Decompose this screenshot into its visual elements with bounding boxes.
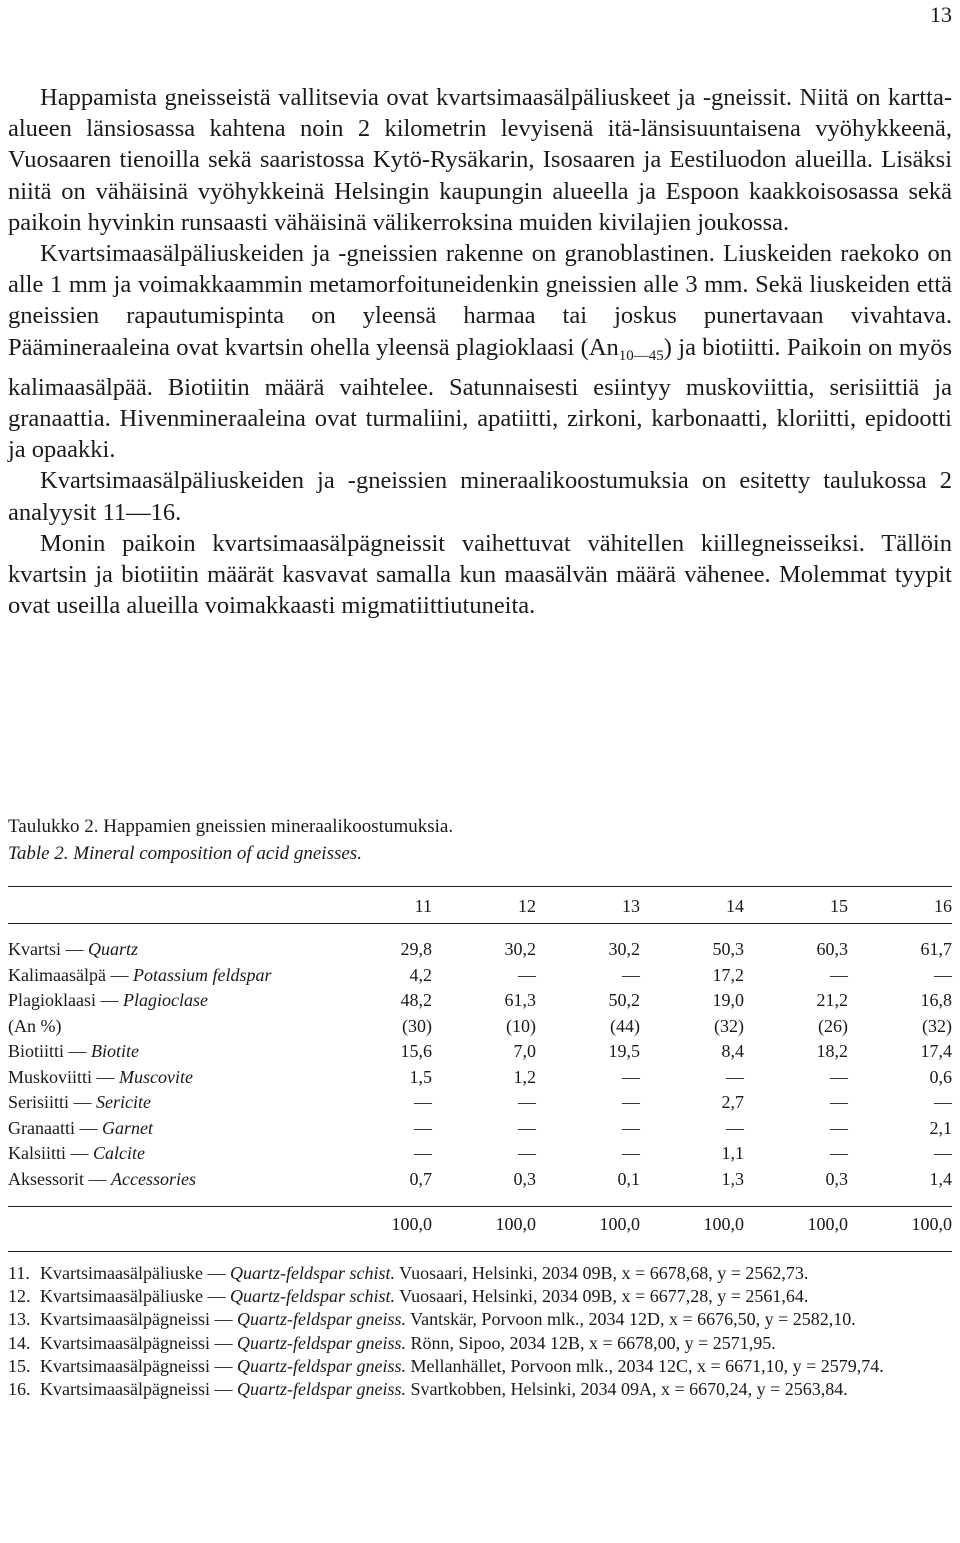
value-cell: — xyxy=(622,1117,640,1138)
value-cell: 19,5 xyxy=(608,1041,640,1062)
value-cell: 61,3 xyxy=(504,990,536,1011)
paragraph-1: Happamista gneisseistä vallitsevia ovat kvartsimaasälpäliuskeet ja -gneissit. Niitä on kartta-alueen länsiosassa kahtena noin 2 kilometrin levyisenä itä-länsisuuntaisena vyöhykkeenä, Vuosaaren tienoilla sekä saaristossa Kytö-Rysäkarin, Isosaaren ja Eestiluodon alueilla. Lisäksi niitä on vähäisinä vyöhykkeinä Helsingin kaupungin alueella ja Espoon kaakkoisosassa sekä paikoin hyvinkin runsaasti vähäisinä välikerroksina muiden kivilajien joukossa. xyxy=(8,84,952,236)
paragraph-2-text: Kvartsimaasälpäliuskeiden ja -gneissien rakenne on granoblastinen. Liuskeiden raekoko on alle 1 mm ja voimakkaammin metamorfoituneidenkin gneissien alle 3 mm. Sekä liuskeiden että gneissien rapautumispinta on yleensä harmaa tai joskus punertavaan vivahtava. Päämineraaleina ovat kvartsin ohella yleensä plagioklaasi xyxy=(8,240,952,361)
value-cell: 50,2 xyxy=(608,990,640,1011)
value-cell: (30) xyxy=(402,1015,432,1036)
note-number: 16. xyxy=(8,1379,31,1400)
value-cell: 8,4 xyxy=(721,1041,744,1062)
note-text: Kvartsimaasälpägneissi — Quartz-feldspar gneiss. Vantskär, Porvoon mlk., 2034 12D, x = 6676,50, y = 2582,10. xyxy=(40,1309,856,1330)
sample-notes xyxy=(8,1262,952,1401)
total-cell: 100,0 xyxy=(495,1213,536,1234)
mineral-name-fi: Biotiitti xyxy=(8,1041,65,1062)
note-location: Mellanhället, Porvoon mlk., 2034 12C, x = 6671,10, y = 2579,74. xyxy=(410,1355,884,1376)
value-cell: — xyxy=(830,1143,848,1164)
value-cell: — xyxy=(414,1092,432,1113)
an-prefix: (An xyxy=(580,333,619,361)
table-bottom-rule xyxy=(8,1251,952,1252)
page-number: 13 xyxy=(930,2,952,27)
mineral-name-en: Plagioclase xyxy=(123,990,208,1011)
value-cell: — xyxy=(830,1117,848,1138)
table-row xyxy=(8,1090,952,1116)
mineral-name-fi: Aksessorit xyxy=(8,1168,84,1189)
table-row xyxy=(8,1141,952,1167)
value-cell: 0,3 xyxy=(825,1168,848,1189)
mineral-name-fi: Kalsiitti xyxy=(8,1143,66,1164)
value-cell: — xyxy=(934,1143,952,1164)
note-number: 15. xyxy=(8,1355,31,1376)
note-location: Rönn, Sipoo, 2034 12B, x = 6678,00, y = 2571,95. xyxy=(410,1332,776,1353)
value-cell: — xyxy=(830,964,848,985)
note-number: 11. xyxy=(8,1263,30,1283)
value-cell: 17,2 xyxy=(712,964,744,985)
mineral-name-en: Muscovite xyxy=(119,1066,193,1087)
total-cell: 100,0 xyxy=(703,1213,744,1234)
value-cell: — xyxy=(934,1092,952,1113)
value-cell: 0,6 xyxy=(929,1066,952,1087)
table-row xyxy=(8,1116,952,1142)
value-cell: 17,4 xyxy=(920,1041,952,1062)
note-text: Kvartsimaasälpäliuske — Quartz-feldspar schist. Vuosaari, Helsinki, 2034 09B, x = 6677,28, y = 2561,64. xyxy=(40,1286,809,1307)
column-header: 11 xyxy=(414,895,432,916)
value-cell: — xyxy=(830,1066,848,1087)
value-cell: 18,2 xyxy=(816,1041,848,1062)
paragraph-2-rest: ja biotiitti. Paikoin on myös kalimaasälpää. Biotiitin määrä vaihtelee. Satunnaisesti esiintyy muskoviittia, serisiittiä ja granaattia. Hivenmineraaleina ovat turmaliini, apatiitti, zirkoni, karbonaatti, kloriitti, epidootti ja opaakki. xyxy=(8,333,952,464)
note-text: Kvartsimaasälpägneissi — Quartz-feldspar gneiss. Mellanhället, Porvoon mlk., 2034 12C, x = 6671,10, y = 2579,74. xyxy=(40,1355,884,1376)
sample-note xyxy=(8,1308,952,1331)
value-cell: 0,3 xyxy=(513,1168,536,1189)
header-label-cell xyxy=(8,889,328,923)
total-cell: 100,0 xyxy=(911,1213,952,1234)
mineral-name: Biotiitti — Biotite xyxy=(8,1041,140,1062)
value-cell: 1,2 xyxy=(513,1066,536,1087)
mineral-name: Plagioklaasi — Plagioclase xyxy=(8,990,208,1011)
value-cell: 4,2 xyxy=(409,964,432,985)
column-header: 13 xyxy=(622,895,640,916)
sample-note xyxy=(8,1262,952,1285)
mineral-name-fi: Kvartsi xyxy=(8,939,61,960)
note-rock-fi: Kvartsimaasälpägneissi xyxy=(40,1355,210,1376)
total-cell: 100,0 xyxy=(599,1213,640,1234)
mineral-name-fi: Plagioklaasi xyxy=(8,990,96,1011)
value-cell: 48,2 xyxy=(400,990,432,1011)
table-row xyxy=(8,1039,952,1065)
mineral-name: Granaatti — Garnet xyxy=(8,1117,153,1138)
note-number: 14. xyxy=(8,1332,31,1353)
value-cell: (32) xyxy=(922,1015,952,1036)
paragraph-2 xyxy=(8,238,952,465)
mineral-table xyxy=(8,889,952,1246)
column-header: 15 xyxy=(830,895,848,916)
value-cell: — xyxy=(414,1117,432,1138)
an-subscript: 10—45 xyxy=(618,347,664,364)
total-row xyxy=(8,1192,952,1246)
value-cell: 50,3 xyxy=(712,939,744,960)
sample-note xyxy=(8,1378,952,1401)
value-cell: 16,8 xyxy=(920,990,952,1011)
value-cell: 7,0 xyxy=(513,1041,536,1062)
sample-note xyxy=(8,1285,952,1308)
mineral-name-fi: Kalimaasälpä xyxy=(8,964,106,985)
value-cell: 1,1 xyxy=(721,1143,744,1164)
table-caption-en: Table 2. Mineral composition of acid gneisses. xyxy=(8,843,362,864)
value-cell: — xyxy=(830,1092,848,1113)
value-cell: — xyxy=(518,1143,536,1164)
an-suffix: ) xyxy=(663,333,672,361)
value-cell: 1,4 xyxy=(929,1168,952,1189)
value-cell: — xyxy=(726,1117,744,1138)
mineral-name-en: Quartz xyxy=(88,939,139,960)
mineral-name xyxy=(8,1014,328,1040)
value-cell: 21,2 xyxy=(816,990,848,1011)
mineral-name-en: Sericite xyxy=(96,1092,151,1113)
mineral-name-en: Garnet xyxy=(101,1117,153,1138)
note-rock-en: Quartz-feldspar gneiss. xyxy=(236,1332,406,1353)
sample-note xyxy=(8,1355,952,1378)
value-cell: 30,2 xyxy=(504,939,536,960)
value-cell: 0,7 xyxy=(409,1168,432,1189)
value-cell: — xyxy=(934,964,952,985)
value-cell: 2,1 xyxy=(929,1117,952,1138)
mineral-name: Kvartsi — Quartz xyxy=(8,939,139,960)
note-rock-en: Quartz-feldspar gneiss. xyxy=(236,1309,406,1330)
mineral-name-en: Calcite xyxy=(93,1143,145,1164)
value-cell: — xyxy=(726,1066,744,1087)
mineral-name-fi: Muskoviitti xyxy=(8,1066,93,1087)
note-rock-fi: Kvartsimaasälpägneissi xyxy=(40,1332,210,1353)
value-cell: 29,8 xyxy=(400,939,432,960)
column-header: 16 xyxy=(934,895,952,916)
table-top-rule xyxy=(8,886,952,887)
mineral-name-fi: Serisiitti xyxy=(8,1092,70,1113)
note-rock-en: Quartz-feldspar gneiss. xyxy=(236,1355,406,1376)
value-cell: — xyxy=(622,1066,640,1087)
note-location: Vuosaari, Helsinki, 2034 09B, x = 6677,28, y = 2561,64. xyxy=(399,1286,809,1307)
value-cell: (26) xyxy=(818,1015,848,1036)
value-cell: — xyxy=(414,1143,432,1164)
table-header-row xyxy=(8,889,952,923)
value-cell: 1,5 xyxy=(409,1066,432,1087)
value-cell: 15,6 xyxy=(400,1041,432,1062)
mineral-name: Kalsiitti — Calcite xyxy=(8,1143,145,1164)
total-cell: 100,0 xyxy=(807,1213,848,1234)
value-cell: (44) xyxy=(610,1015,640,1036)
value-cell: — xyxy=(518,1117,536,1138)
mineral-name: Muskoviitti — Muscovite xyxy=(8,1066,193,1087)
total-label-cell xyxy=(8,1192,328,1246)
note-rock-fi: Kvartsimaasälpäliuske xyxy=(40,1286,203,1307)
mineral-name-en: Accessories xyxy=(111,1168,196,1189)
note-rock-fi: Kvartsimaasälpägneissi xyxy=(40,1309,210,1330)
note-rock-en: Quartz-feldspar schist. xyxy=(229,1286,395,1307)
paragraph-3: Kvartsimaasälpäliuskeiden ja -gneissien mineraalikoostumuksia on esitetty taulukossa 2 analyysit 11—16. xyxy=(8,467,952,526)
table-row xyxy=(8,963,952,989)
mineral-name: Kalimaasälpä — Potassium feldspar xyxy=(8,964,272,985)
table-row xyxy=(8,1014,952,1040)
mineral-name-fi: Granaatti xyxy=(8,1117,75,1138)
note-rock-fi: Kvartsimaasälpägneissi xyxy=(40,1379,210,1400)
note-text: Kvartsimaasälpägneissi — Quartz-feldspar gneiss. Svartkobben, Helsinki, 2034 09A, x = 6670,24, y = 2563,84. xyxy=(40,1379,848,1400)
value-cell: — xyxy=(622,1092,640,1113)
sample-note xyxy=(8,1332,952,1355)
note-number: 12. xyxy=(8,1286,31,1307)
value-cell: 1,3 xyxy=(721,1168,744,1189)
value-cell: 60,3 xyxy=(816,939,848,960)
value-cell: — xyxy=(622,1143,640,1164)
body-text xyxy=(8,82,952,621)
note-text: Kvartsimaasälpägneissi — Quartz-feldspar gneiss. Rönn, Sipoo, 2034 12B, x = 6678,00, y = 2571,95. xyxy=(40,1332,776,1353)
note-location: Vuosaari, Helsinki, 2034 09B, x = 6678,68, y = 2562,73. xyxy=(399,1263,809,1283)
note-rock-en: Quartz-feldspar schist. xyxy=(229,1263,395,1283)
mineral-name: Aksessorit — Accessories xyxy=(8,1168,196,1189)
mineral-name: Serisiitti — Sericite xyxy=(8,1092,151,1113)
note-rock-fi: Kvartsimaasälpäliuske xyxy=(40,1263,203,1283)
table-row xyxy=(8,988,952,1014)
value-cell: 19,0 xyxy=(712,990,744,1011)
note-rock-en: Quartz-feldspar gneiss. xyxy=(236,1379,406,1400)
table-row xyxy=(8,1167,952,1193)
value-cell: — xyxy=(518,1092,536,1113)
total-cell: 100,0 xyxy=(391,1213,432,1234)
table-row xyxy=(8,1065,952,1091)
value-cell: (32) xyxy=(714,1015,744,1036)
column-header: 12 xyxy=(518,895,536,916)
note-location: Vantskär, Porvoon mlk., 2034 12D, x = 6676,50, y = 2582,10. xyxy=(410,1309,856,1330)
value-cell: 61,7 xyxy=(920,939,952,960)
paragraph-4: Monin paikoin kvartsimaasälpägneissit vaihettuvat vähitellen kiillegneisseiksi. Tällöin kvartsin ja biotiitin määrät kasvavat samalla kun maasälvän määrä vähenee. Molemmat tyypit ovat useilla alueilla voimakkaasti migmatiittiutuneita. xyxy=(8,529,952,620)
value-cell: 30,2 xyxy=(608,939,640,960)
note-text: Kvartsimaasälpäliuske — Quartz-feldspar schist. Vuosaari, Helsinki, 2034 09B, x = 6678,68, y = 2562,73. xyxy=(40,1263,809,1283)
value-cell: 2,7 xyxy=(721,1092,744,1113)
note-location: Svartkobben, Helsinki, 2034 09A, x = 6670,24, y = 2563,84. xyxy=(410,1379,848,1400)
value-cell: (10) xyxy=(506,1015,536,1036)
column-header: 14 xyxy=(726,895,744,916)
note-number: 13. xyxy=(8,1309,31,1330)
value-cell: 0,1 xyxy=(617,1168,640,1189)
value-cell: — xyxy=(518,964,536,985)
mineral-name-en: Biotite xyxy=(91,1041,140,1062)
table-row xyxy=(8,923,952,963)
value-cell: — xyxy=(622,964,640,985)
mineral-name-fi: (An %) xyxy=(8,1015,62,1036)
mineral-name-en: Potassium feldspar xyxy=(132,964,272,985)
table-caption-fi: Taulukko 2. Happamien gneissien mineraalikoostumuksia. xyxy=(8,816,454,837)
